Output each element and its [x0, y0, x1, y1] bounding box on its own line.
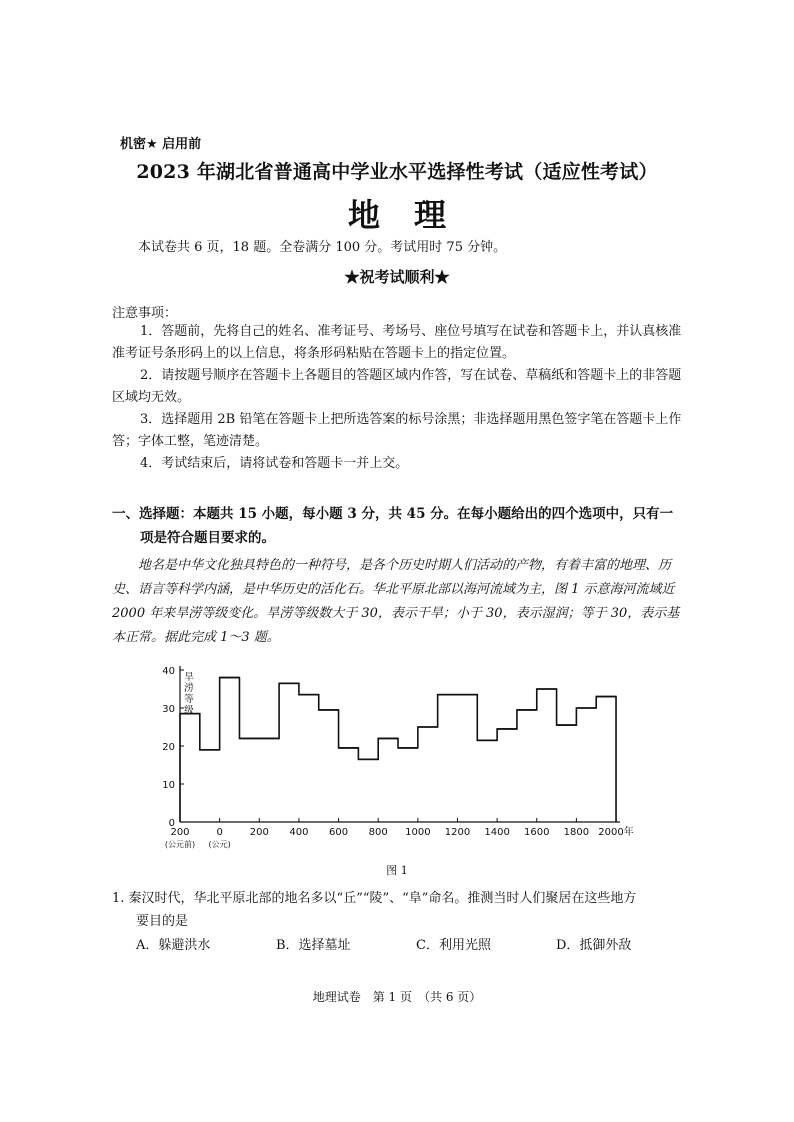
x-tick-label: 0 — [216, 827, 223, 838]
notice-item-4 — [112, 453, 684, 475]
y-tick-label: 20 — [162, 742, 175, 753]
blessing-line: ★祝考试顺利★ — [344, 268, 450, 286]
y-tick-label: 10 — [162, 780, 175, 791]
question-1 — [112, 887, 684, 933]
x-tick-label: 400 — [289, 827, 309, 838]
x-tick-label: 1800 — [563, 827, 590, 838]
y-axis-label-char: 级 — [184, 705, 194, 716]
question-1-number: 1. — [112, 891, 125, 906]
question-1-options — [136, 934, 696, 953]
subject-title: 地理 — [347, 196, 480, 234]
confidential-label: 机密★ 启用前 — [120, 137, 202, 152]
option-b[interactable]: B．选择墓址 — [276, 938, 351, 953]
section-heading-line1: 一、选择题：本题共 15 小题，每小题 3 分，共 45 分。在每小题给出的四个选项中，只有一 — [112, 506, 674, 522]
x-tick-label: 1200 — [444, 827, 471, 838]
exam-title: 2023 年湖北省普通高中学业水平选择性考试（适应性考试） — [136, 161, 658, 183]
x-tick-label: 1000 — [405, 827, 431, 838]
notice-item-1-text: 1．答题前，先将自己的姓名、准考证号、考场号、座位号填写在试卷和答题卡上，并认真核准准考证号条形码上的以上信息，将条形码粘贴在答题卡上的指定位置。 — [112, 324, 682, 361]
question-1-text-line2: 要目的是 — [136, 914, 189, 929]
drought-flood-step-line — [180, 678, 616, 822]
y-tick-label: 0 — [168, 818, 175, 829]
option-d[interactable]: D．抵御外敌 — [556, 938, 632, 953]
notice-item-3-text: 3．选择题用 2B 铅笔在答题卡上把所选答案的标号涂黑；非选择题用黑色签字笔在答题卡上作答；字体工整，笔迹清楚。 — [112, 412, 682, 449]
x-tick-label: 200 — [249, 827, 269, 838]
notice-item-2-text: 2．请按题号顺序在答题卡上各题目的答题区域内作答，写在试卷、草稿纸和答题卡上的非答题区域均无效。 — [112, 368, 682, 405]
x-tick-label: 800 — [368, 827, 388, 838]
notice-item-3 — [112, 409, 684, 453]
x-tick-label: 1400 — [484, 827, 510, 838]
notice-heading: 注意事项： — [112, 306, 178, 321]
x-sub-label-ad: (公元) — [208, 840, 231, 849]
question-intro — [112, 554, 684, 650]
drought-flood-chart — [160, 658, 640, 858]
exam-info: 本试卷共 6 页，18 题。全卷满分 100 分。考试用时 75 分钟。 — [138, 240, 507, 255]
x-tick-label: 1600 — [524, 827, 550, 838]
figure-caption: 图 1 — [386, 864, 408, 877]
y-tick-label: 30 — [162, 704, 175, 715]
section-heading — [112, 502, 684, 550]
intro-text: 地名是中华文化独具特色的一种符号，是各个历史时期人们活动的产物，有着丰富的地理、历史、语言等科学内涵，是中华历史的活化石。华北平原北部以海河流域为主，图 1 示意海河流域近 2000 年来旱涝等级变化。旱涝等级数大于 30，表示干旱；小于 30，表示湿润；等于 30，表示基本正常。据此完成 1～3 题。 — [112, 558, 680, 645]
question-1-text-line1: 秦汉时代，华北平原北部的地名多以“丘”“陵”、“阜”命名。推测当时人们聚居在这些地方 — [128, 891, 637, 906]
x-tick-label: 600 — [329, 827, 349, 838]
section-heading-line2: 项是符合题目要求的。 — [140, 530, 275, 546]
y-axis-label-char: 等 — [184, 694, 194, 705]
option-c[interactable]: C．利用光照 — [416, 938, 491, 953]
notice-item-4-text: 4．考试结束后，请将试卷和答题卡一并上交。 — [140, 456, 409, 471]
x-tick-label: 200 — [170, 827, 190, 838]
x-sub-label-bc: (公元前) — [164, 840, 196, 849]
option-a[interactable]: A．躲避洪水 — [136, 938, 211, 953]
page-footer: 地理试卷 第 1 页 （共 6 页） — [312, 990, 482, 1004]
notice-item-1 — [112, 321, 684, 365]
notice-item-2 — [112, 365, 684, 409]
x-tick-label: 2000年 — [598, 827, 634, 838]
y-axis-label-char: 旱 — [184, 672, 194, 683]
y-tick-label: 40 — [162, 666, 175, 677]
y-axis-label-char: 涝 — [184, 683, 194, 694]
